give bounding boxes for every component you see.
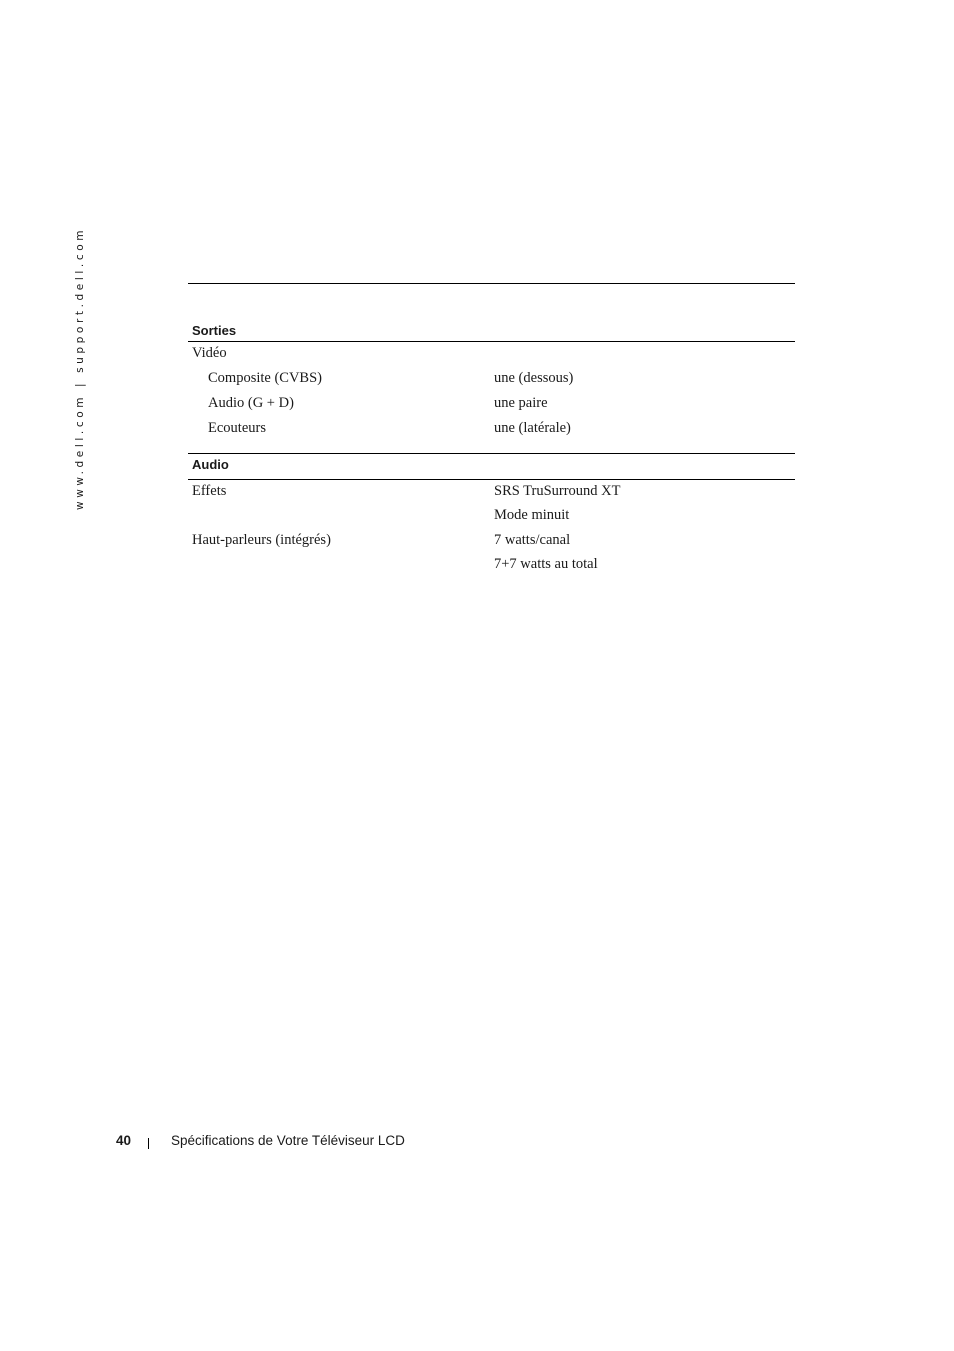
section-heading-audio: Audio [188,454,795,480]
spec-table [188,320,795,578]
row-label: Audio (G + D) [208,395,294,411]
table-row [188,367,795,392]
section-heading-sorties: Sorties [188,320,795,342]
row-label: Effets [192,483,227,499]
row-value: une paire [494,395,548,411]
footer-title: Spécifications de Votre Téléviseur LCD [171,1133,405,1148]
row-value: une (latérale) [494,420,571,436]
row-value: une (dessous) [494,370,574,386]
row-label: Vidéo [192,345,227,361]
page-number: 40 [116,1133,132,1148]
table-row [188,342,795,367]
table-row [188,417,795,453]
row-value: 7+7 watts au total [494,556,598,572]
table-row [188,504,795,529]
sidebar-url: www.dell.com | support.dell.com [74,226,86,510]
table-row [188,529,795,553]
row-label: Haut-parleurs (intégrés) [192,532,331,548]
row-label: Composite (CVBS) [208,370,322,386]
table-row [188,553,795,578]
footer-separator [148,1138,149,1149]
row-value: 7 watts/canal [494,532,571,548]
table-row [188,392,795,417]
row-label: Ecouteurs [208,420,266,436]
table-row [188,480,795,504]
row-value: SRS TruSurround XT [494,483,621,499]
row-value: Mode minuit [494,507,570,523]
top-rule [188,283,795,284]
